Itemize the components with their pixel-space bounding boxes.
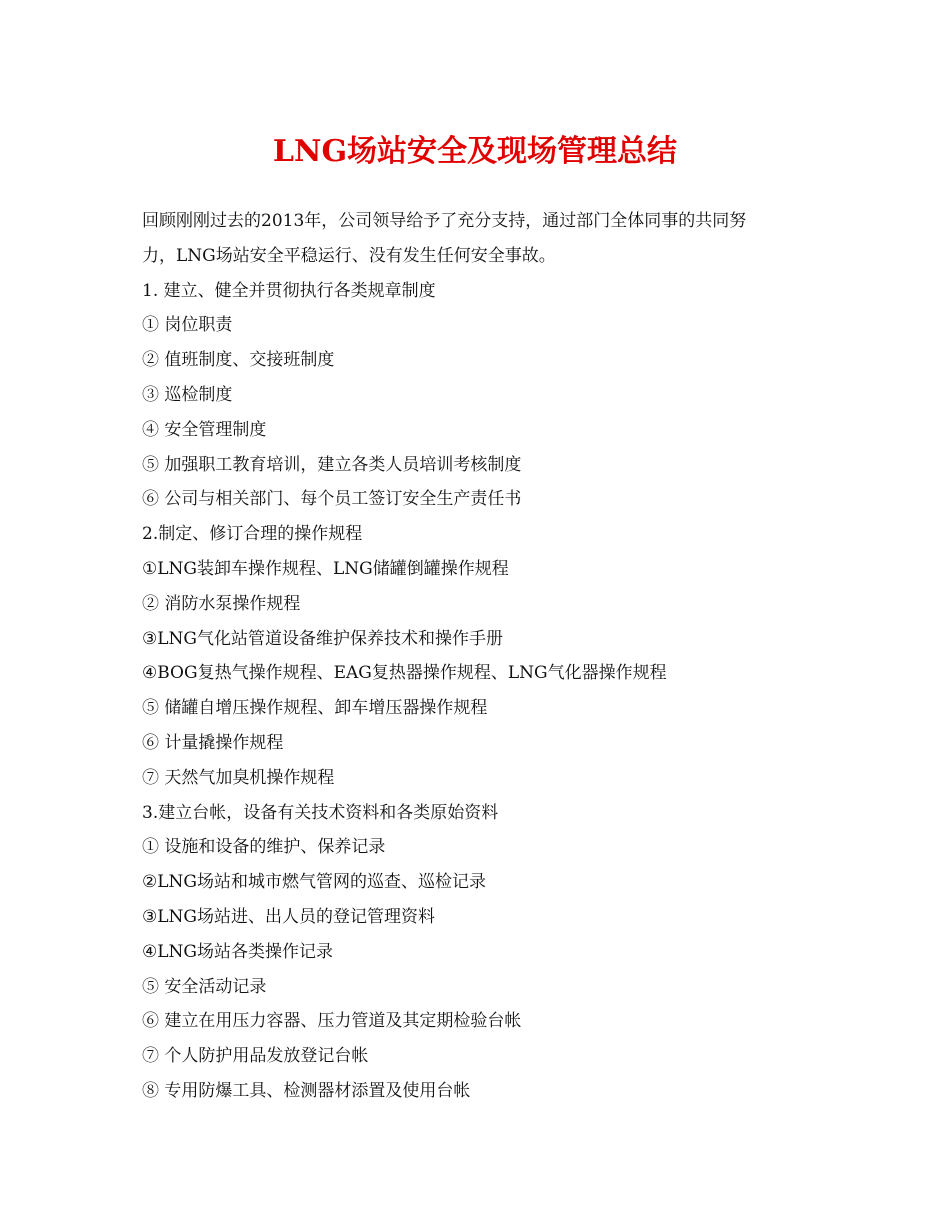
list-item: ① 设施和设备的维护、保养记录 [142,837,386,858]
list-item: ③LNG气化站管道设备维护保养技术和操作手册 [142,628,503,649]
list-item: ④ 安全管理制度 [142,419,267,440]
section-heading: 2.制定、修订合理的操作规程 [142,524,363,545]
list-item: ③LNG场站进、出人员的登记管理资料 [142,906,435,927]
document-title: LNG场站安全及现场管理总结 [272,134,678,169]
list-item: ④LNG场站各类操作记录 [142,941,333,962]
list-item: ③ 巡检制度 [142,384,233,405]
paragraph-line: 回顾刚刚过去的2013年，公司领导给予了充分支持，通过部门全体同事的共同努 [142,211,747,231]
list-item: ⑤ 储罐自增压操作规程、卸车增压器操作规程 [142,698,488,719]
list-item: ⑥ 计量撬操作规程 [142,732,284,753]
list-item: ⑦ 天然气加臭机操作规程 [142,767,335,788]
list-item: ⑤ 加强职工教育培训，建立各类人员培训考核制度 [142,454,522,475]
list-item: ①LNG装卸车操作规程、LNG储罐倒罐操作规程 [142,558,509,579]
list-item: ⑧ 专用防爆工具、检测器材添置及使用台帐 [142,1080,471,1101]
list-item: ⑥ 建立在用压力容器、压力管道及其定期检验台帐 [142,1011,522,1032]
list-item: ⑦ 个人防护用品发放登记台帐 [142,1046,369,1067]
list-item: ② 值班制度、交接班制度 [142,350,335,371]
list-item: ① 岗位职责 [142,315,233,336]
list-item: ②LNG场站和城市燃气管网的巡查、巡检记录 [142,872,486,893]
paragraph-line: 力，LNG场站安全平稳运行、没有发生任何安全事故。 [142,245,556,266]
section-heading: 1. 建立、健全并贯彻执行各类规章制度 [142,280,436,301]
list-item: ⑥ 公司与相关部门、每个员工签订安全生产责任书 [142,489,522,510]
list-item: ⑤ 安全活动记录 [142,976,267,997]
list-item: ④BOG复热气操作规程、EAG复热器操作规程、LNG气化器操作规程 [142,663,667,684]
list-item: ② 消防水泵操作规程 [142,593,301,614]
section-heading: 3.建立台帐，设备有关技术资料和各类原始资料 [142,802,499,823]
document-body [142,204,812,1109]
